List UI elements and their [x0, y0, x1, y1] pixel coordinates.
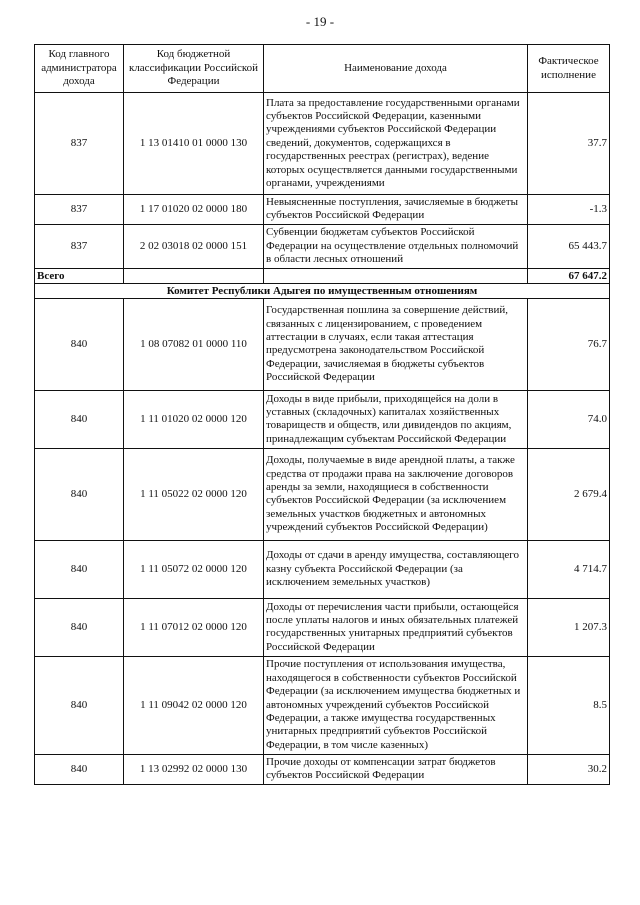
- cell-amount: 30.2: [528, 754, 610, 784]
- table-row: [35, 224, 610, 268]
- table-row: [35, 390, 610, 448]
- table-row: [35, 598, 610, 656]
- cell-name: Невыясненные поступления, зачисляемые в бюджеты субъектов Российской Федерации: [264, 195, 528, 225]
- cell-admin: 840: [35, 754, 124, 784]
- cell-name: Доходы, получаемые в виде арендной платы, а также средства от продажи права на заключение договоров аренды за земли, находящиеся в собственности субъектов Российской Федерации (за исключением земельных участков бюджетных и автономных учреждений субъектов Российской Федерации): [264, 448, 528, 540]
- cell-code: 1 13 01410 01 0000 130: [124, 93, 264, 195]
- cell-admin: 837: [35, 224, 124, 268]
- cell-name: Прочие поступления от использования имущества, находящегося в собственности субъектов Российской Федерации (за исключением имущества бюджетных и автономных учреждений субъектов Российской Федерации, а также имущества государственных унитарных предприятий субъектов Российской Федерации, в том числе казенных): [264, 656, 528, 754]
- cell-name: Субвенции бюджетам субъектов Российской Федерации на осуществление отдельных полномочий в области лесных отношений: [264, 224, 528, 268]
- cell-code: 1 11 07012 02 0000 120: [124, 598, 264, 656]
- table-row: [35, 540, 610, 598]
- cell-amount: 37.7: [528, 93, 610, 195]
- cell-admin: 837: [35, 93, 124, 195]
- cell-name: Доходы от сдачи в аренду имущества, составляющего казну субъекта Российской Федерации (за исключением земельных участков): [264, 540, 528, 598]
- cell-admin: 840: [35, 390, 124, 448]
- cell-amount: 8.5: [528, 656, 610, 754]
- table-row: [35, 754, 610, 784]
- cell-name: Доходы в виде прибыли, приходящейся на доли в уставных (складочных) капиталах хозяйственных товариществ и обществ, или дивидендов по акциям, принадлежащим субъектам Российской Федерации: [264, 390, 528, 448]
- cell-admin: 840: [35, 448, 124, 540]
- cell-code: 1 11 05022 02 0000 120: [124, 448, 264, 540]
- total-empty-cell: [124, 268, 264, 283]
- cell-admin: 840: [35, 298, 124, 390]
- cell-code: 2 02 03018 02 0000 151: [124, 224, 264, 268]
- page-number: - 19 -: [305, 14, 335, 29]
- cell-code: 1 11 09042 02 0000 120: [124, 656, 264, 754]
- cell-code: 1 17 01020 02 0000 180: [124, 195, 264, 225]
- section-header-row: [35, 283, 610, 298]
- cell-admin: 840: [35, 540, 124, 598]
- header-income-name: Наименование дохода: [264, 45, 528, 93]
- cell-amount: 74.0: [528, 390, 610, 448]
- cell-amount: 76.7: [528, 298, 610, 390]
- table-row: [35, 448, 610, 540]
- header-admin-code: Код главного администратора дохода: [35, 45, 124, 93]
- cell-name: Государственная пошлина за совершение действий, связанных с лицензированием, с проведением аттестации в случаях, если такая аттестация предусмотрена законодательством Российской Федерации, зачисляемая в бюджеты субъектов Российской Федерации: [264, 298, 528, 390]
- table-row: [35, 93, 610, 195]
- table-row: [35, 298, 610, 390]
- cell-amount: 1 207.3: [528, 598, 610, 656]
- cell-code: 1 08 07082 01 0000 110: [124, 298, 264, 390]
- header-actual: Фактическое исполнение: [528, 45, 610, 93]
- cell-code: 1 11 01020 02 0000 120: [124, 390, 264, 448]
- cell-name: Доходы от перечисления части прибыли, остающейся после уплаты налогов и иных обязательных платежей государственных унитарных предприятий субъектов Российской Федерации: [264, 598, 528, 656]
- cell-admin: 840: [35, 598, 124, 656]
- income-table: [34, 44, 610, 785]
- total-row: [35, 268, 610, 283]
- cell-code: 1 11 05072 02 0000 120: [124, 540, 264, 598]
- total-label: Всего: [35, 268, 124, 283]
- cell-amount: 4 714.7: [528, 540, 610, 598]
- table-row: [35, 656, 610, 754]
- table-header-row: [35, 45, 610, 93]
- cell-amount: -1.3: [528, 195, 610, 225]
- cell-name: Плата за предоставление государственными органами субъектов Российской Федерации, казенными учреждениями субъектов Российской Федерации сведений, документов, содержащихся в государственных реестрах (регистрах), ведение которых осуществляется данными государственными органами, учреждениями: [264, 93, 528, 195]
- total-empty-cell: [264, 268, 528, 283]
- table-row: [35, 195, 610, 225]
- cell-name: Прочие доходы от компенсации затрат бюджетов субъектов Российской Федерации: [264, 754, 528, 784]
- cell-amount: 65 443.7: [528, 224, 610, 268]
- cell-admin: 840: [35, 656, 124, 754]
- total-amount: 67 647.2: [528, 268, 610, 283]
- cell-admin: 837: [35, 195, 124, 225]
- cell-amount: 2 679.4: [528, 448, 610, 540]
- section-title: Комитет Республики Адыгея по имущественным отношениям: [35, 283, 610, 298]
- header-budget-code: Код бюджетной классификации Российской Федерации: [124, 45, 264, 93]
- cell-code: 1 13 02992 02 0000 130: [124, 754, 264, 784]
